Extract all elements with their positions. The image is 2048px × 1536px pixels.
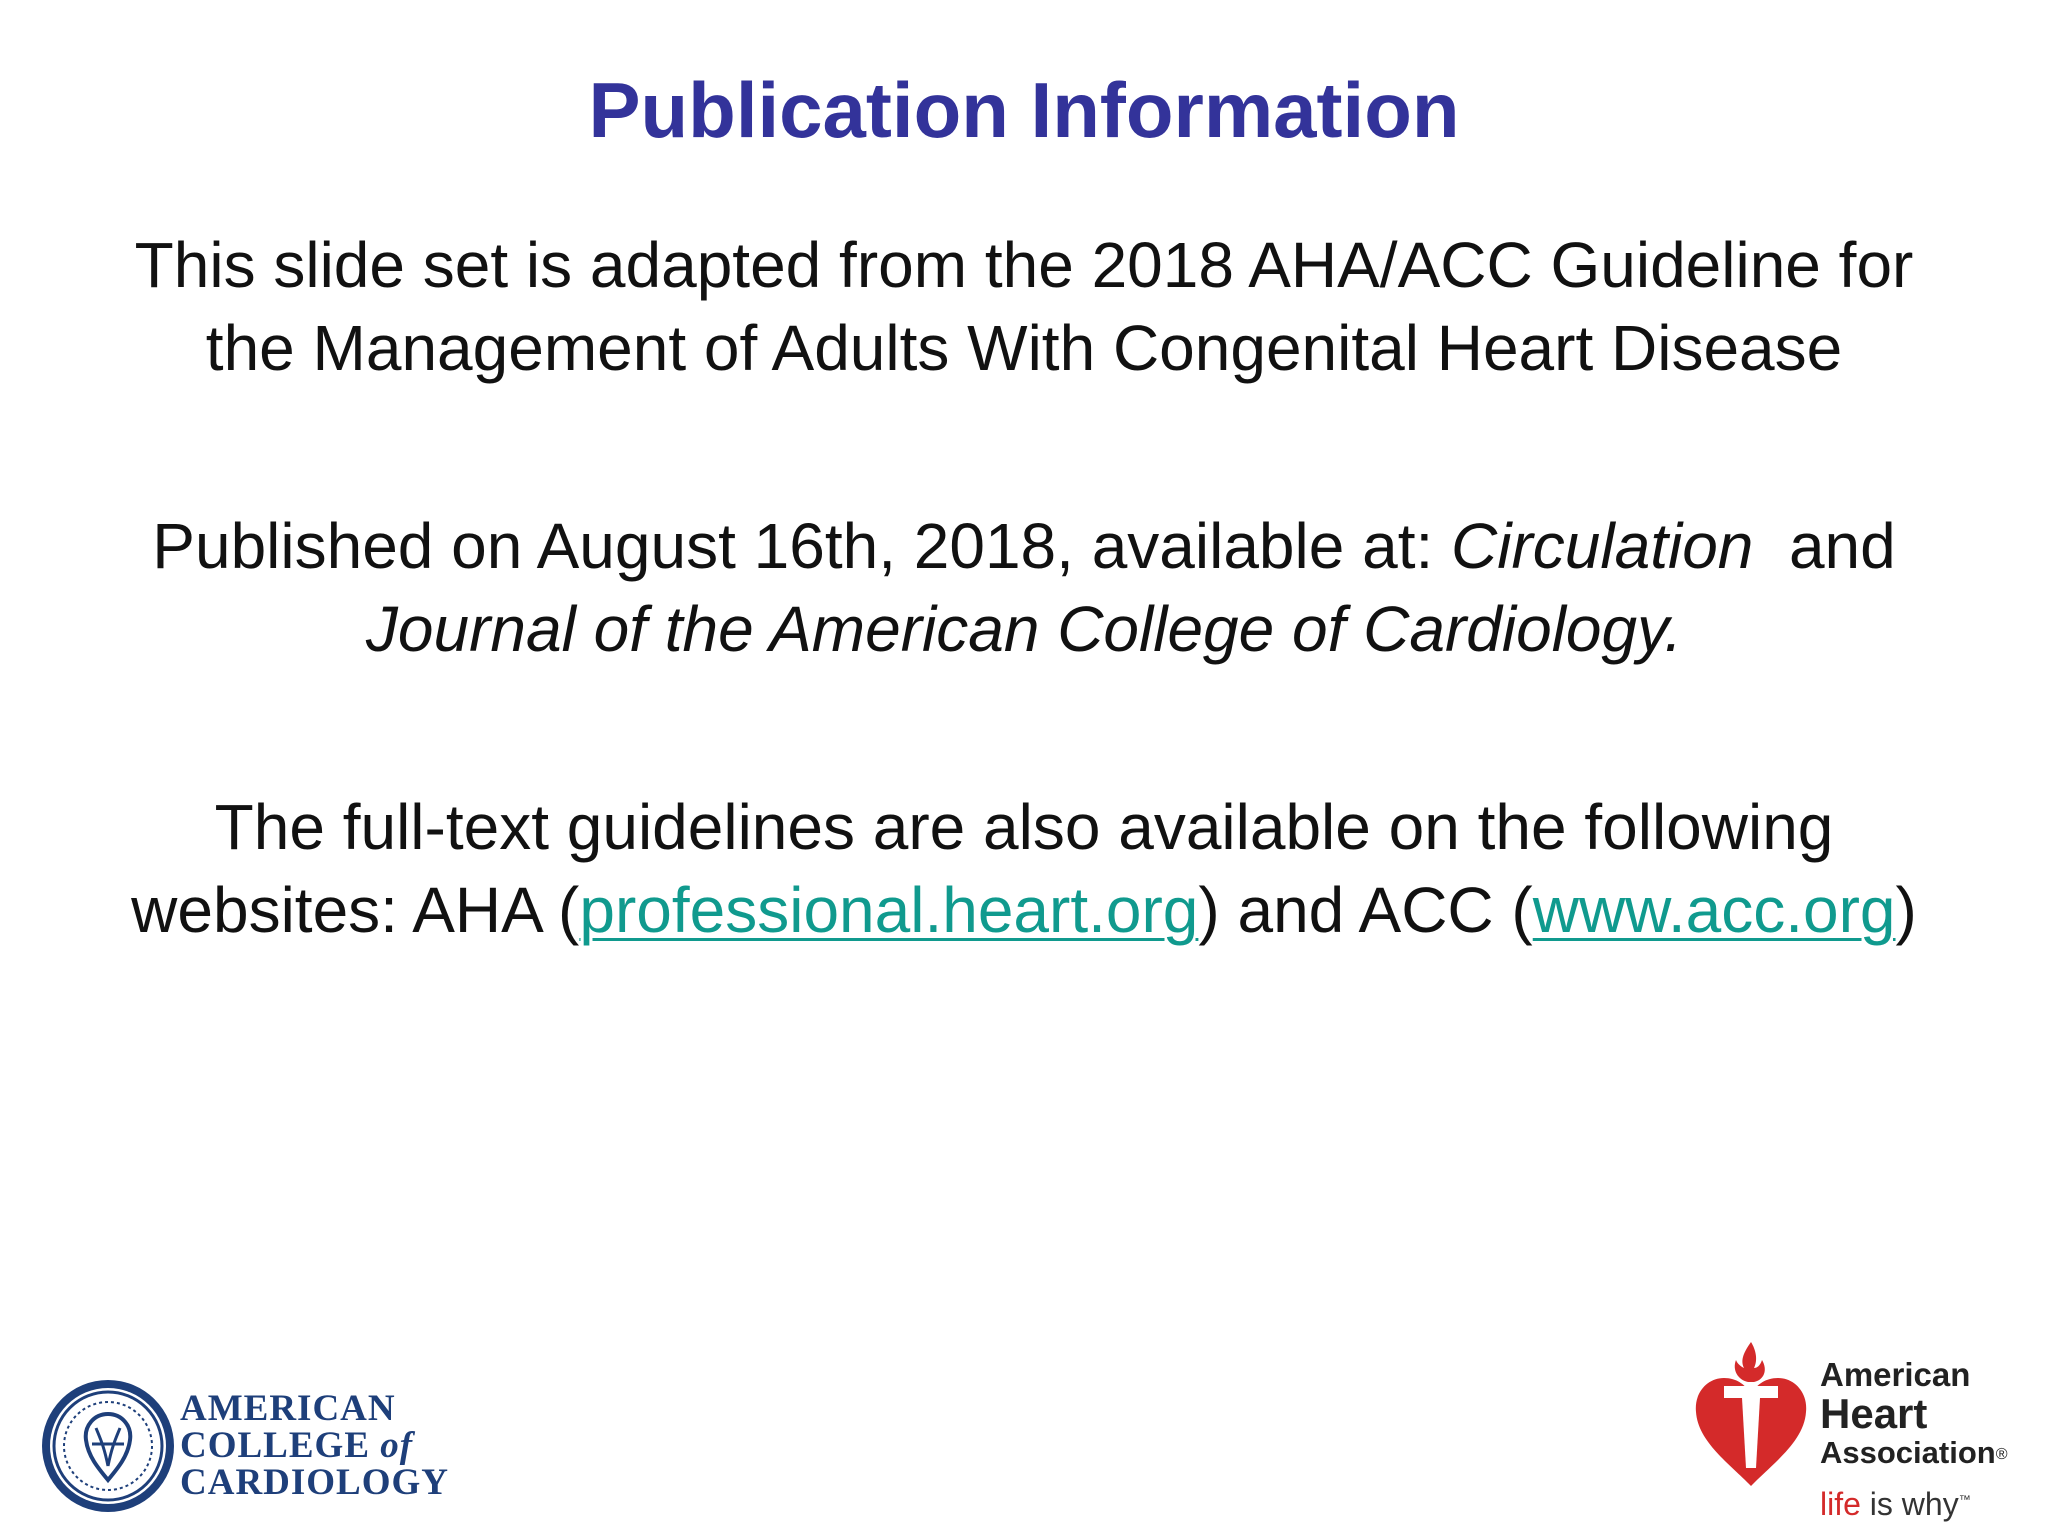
aha-tagline-rest: is why bbox=[1860, 1486, 1959, 1522]
acc-line-2-college: COLLEGE bbox=[180, 1425, 381, 1466]
adaptation-line-1: This slide set is adapted from the 2018 AHA/ACC Guideline for bbox=[134, 229, 1914, 301]
heart-torch-icon bbox=[1690, 1336, 1812, 1496]
aha-line-3-text: Association bbox=[1820, 1435, 1996, 1470]
acc-line-3: CARDIOLOGY bbox=[180, 1462, 450, 1503]
acc-line-2 bbox=[180, 1427, 449, 1464]
acc-line-2-of: of bbox=[380, 1425, 414, 1466]
websites-paragraph bbox=[60, 786, 1988, 952]
acc-seal-icon bbox=[38, 1376, 178, 1516]
websites-suffix: ) bbox=[1895, 874, 1917, 946]
publication-paragraph bbox=[60, 505, 1988, 671]
slide-title: Publication Information bbox=[588, 66, 1460, 154]
aha-registered-mark: ® bbox=[1995, 1445, 2008, 1463]
journal-jacc: Journal of the American College of Cardiology. bbox=[365, 593, 1683, 665]
acc-wordmark bbox=[180, 1390, 449, 1501]
aha-wordmark bbox=[1820, 1356, 2008, 1474]
journal-circulation: Circulation bbox=[1451, 510, 1754, 582]
aha-tagline-tm: ™ bbox=[1958, 1492, 1971, 1507]
aha-tagline-life: life bbox=[1820, 1486, 1861, 1522]
adaptation-paragraph bbox=[60, 224, 1988, 390]
publication-line-1 bbox=[60, 505, 1988, 588]
aha-line-3 bbox=[1820, 1434, 2008, 1474]
aha-tagline bbox=[1820, 1486, 1971, 1523]
websites-line-2 bbox=[60, 869, 1988, 952]
websites-prefix: websites: AHA ( bbox=[131, 874, 580, 946]
publication-prefix: Published on August 16th, 2018, available at: bbox=[152, 510, 1452, 582]
acc-logo bbox=[38, 1376, 458, 1516]
acc-website-link[interactable]: www.acc.org bbox=[1532, 874, 1896, 946]
adaptation-line-2: the Management of Adults With Congenital Heart Disease bbox=[205, 312, 1843, 384]
websites-line-1: The full-text guidelines are also available on the following bbox=[214, 791, 1834, 863]
aha-line-1: American bbox=[1820, 1356, 1971, 1393]
acc-line-1: AMERICAN bbox=[180, 1388, 396, 1429]
aha-website-link[interactable]: professional.heart.org bbox=[579, 874, 1199, 946]
aha-logo bbox=[1690, 1336, 2040, 1526]
publication-connector: and bbox=[1753, 510, 1896, 582]
websites-middle: ) and ACC ( bbox=[1198, 874, 1533, 946]
aha-line-2: Heart bbox=[1820, 1390, 1928, 1437]
